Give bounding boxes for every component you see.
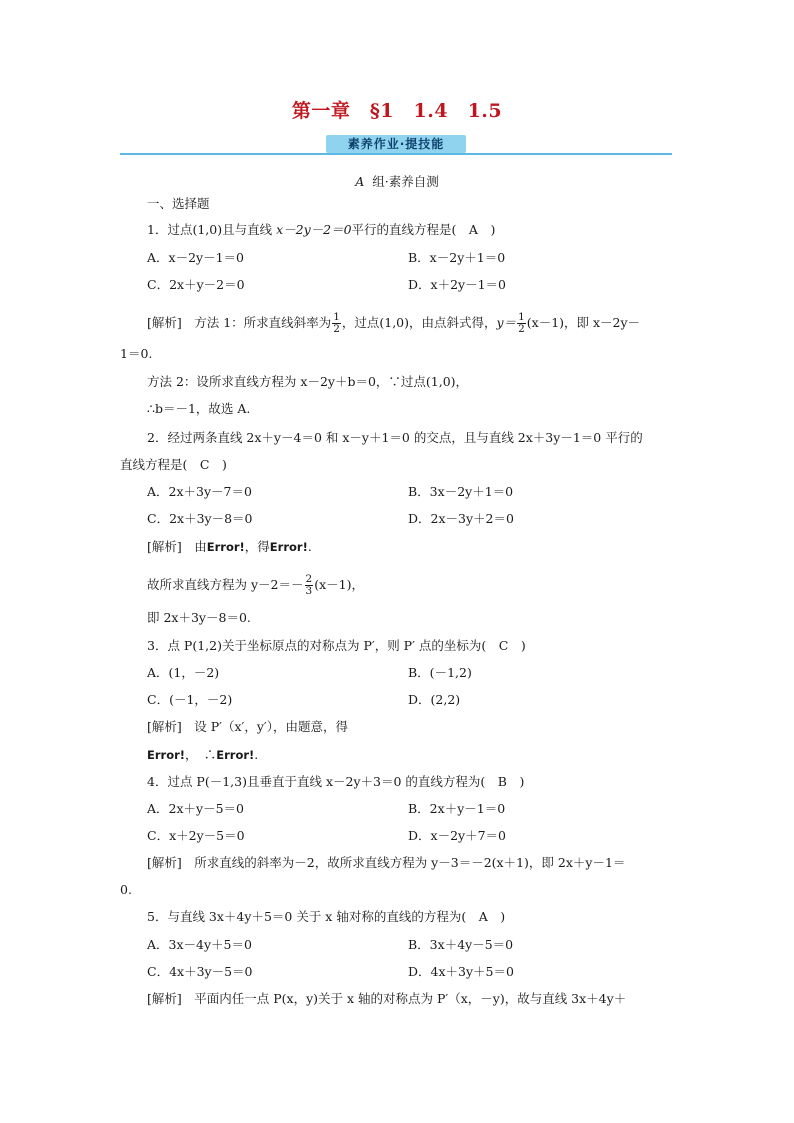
q5-solution: [解析] 平面内任一点 P(x，y)关于 x 轴的对称点为 P′（x，－y)，故与直线 3x＋4y＋ <box>147 991 627 1006</box>
q3-solution: [解析] 设 P′（x′，y′），由题意，得 <box>147 719 349 734</box>
q2-frac-num: 2 <box>305 573 313 585</box>
header-divider <box>120 153 672 155</box>
q2-stem: 2．经过两条直线 2x＋y－4＝0 和 x－y＋1＝0 的交点，且与直线 2x＋3y－1＝0 平行的 <box>147 430 643 445</box>
q2-option-a: A．2x＋3y－7＝0 <box>147 484 252 499</box>
page-title: 第一章 §1 1.4 1.5 <box>291 100 503 122</box>
q3-error-2: Error! <box>216 748 255 762</box>
q1-sol-y: y＝ <box>496 315 517 330</box>
q4-solution-cont: 0. <box>120 882 132 897</box>
q1-fraction-2 <box>517 312 526 335</box>
q1-option-c: C．2x＋y－2＝0 <box>147 277 245 292</box>
q2-option-d: D．2x－3y＋2＝0 <box>408 511 514 526</box>
q5-stem: 5．与直线 3x＋4y＋5＝0 关于 x 轴对称的直线的方程为( A ) <box>147 909 506 924</box>
q2-option-c: C．2x＋3y－8＝0 <box>147 511 253 526</box>
q4-option-a: A．2x＋y－5＝0 <box>147 801 244 816</box>
q2-line2-b: (x－1)， <box>314 577 364 592</box>
q1-stem-a: 1．过点(1,0)且与直线 <box>147 222 277 237</box>
q1-frac1-den: 2 <box>333 323 340 335</box>
q1-method2-cont: ∴b＝－1，故选 A. <box>147 401 251 416</box>
q1-option-b: B．x－2y＋1＝0 <box>408 250 506 265</box>
q3-option-b: B．(－1,2) <box>408 665 472 680</box>
q4-option-b: B．2x＋y－1＝0 <box>408 801 506 816</box>
q2-solution <box>147 537 312 557</box>
q5-option-d: D．4x＋3y＋5＝0 <box>408 964 514 979</box>
q2-solution-line3: 即 2x＋3y－8＝0. <box>147 610 251 625</box>
q3-sol-end: . <box>254 747 259 762</box>
q3-option-c: C．(－1，－2) <box>147 692 233 707</box>
q2-sol-b: ，得 <box>244 539 270 554</box>
q2-option-b: B．3x－2y＋1＝0 <box>408 484 514 499</box>
q3-option-a: A．(1，－2) <box>147 665 220 680</box>
q1-frac2-den: 2 <box>518 323 525 335</box>
q2-sol-c: . <box>307 539 312 554</box>
q2-frac-den: 3 <box>305 585 313 597</box>
q3-solution-cont <box>147 745 258 765</box>
q3-error-1: Error! <box>147 748 186 762</box>
group-letter: A <box>355 174 365 189</box>
q1-stem-b: 平行的直线方程是( A ) <box>351 222 496 237</box>
q2-error-2: Error! <box>269 540 308 554</box>
q2-sol-a: [解析] 由 <box>147 539 207 554</box>
q1-method2: 方法 2：设所求直线方程为 x－2y＋b＝0，∵过点(1,0)， <box>147 374 469 389</box>
q1-sol-a: [解析] 方法 1：所求直线斜率为 <box>147 315 332 330</box>
q3-sol-mid: ， ∴ <box>185 747 217 762</box>
q1-option-d: D．x＋2y－1＝0 <box>408 277 506 292</box>
q4-option-d: D．x－2y＋7＝0 <box>408 828 506 843</box>
q5-option-b: B．3x＋4y－5＝0 <box>408 937 514 952</box>
q3-option-d: D．(2,2) <box>408 692 461 707</box>
section-badge: 素养作业·提技能 <box>326 135 466 153</box>
q4-stem: 4．过点 P(－1,3)且垂直于直线 x－2y＋3＝0 的直线方程为( B ) <box>147 774 525 789</box>
q1-sol-c: (x－1)，即 x－2y－ <box>526 315 641 330</box>
q1-fraction-1 <box>332 312 341 335</box>
q2-solution-line2 <box>147 574 364 597</box>
q2-error-1: Error! <box>206 540 245 554</box>
q2-fraction <box>305 574 314 597</box>
q1-frac1-num: 1 <box>333 311 340 323</box>
q1-solution-cont: 1＝0. <box>120 346 153 361</box>
q1-option-a: A．x－2y－1＝0 <box>147 250 244 265</box>
q3-stem: 3．点 P(1,2)关于坐标原点的对称点为 P′，则 P′ 点的坐标为( C ) <box>147 638 526 653</box>
section-heading: 一、选择题 <box>147 196 210 211</box>
q2-line2-a: 故所求直线方程为 y－2＝－ <box>147 577 304 592</box>
q1-frac2-num: 1 <box>518 311 525 323</box>
q5-option-c: C．4x＋3y－5＝0 <box>147 964 253 979</box>
q5-option-a: A．3x－4y＋5＝0 <box>147 937 252 952</box>
q4-solution: [解析] 所求直线的斜率为－2，故所求直线方程为 y－3＝－2(x＋1)，即 2x＋y－1＝ <box>147 855 626 870</box>
q1-solution <box>147 312 640 335</box>
group-heading <box>0 172 794 190</box>
q1-sol-b: ，过点(1,0)，由点斜式得， <box>341 315 497 330</box>
group-text: 组·素养自测 <box>372 174 439 189</box>
q4-option-c: C．x＋2y－5＝0 <box>147 828 245 843</box>
q2-stem-cont: 直线方程是( C ) <box>120 457 227 472</box>
q1-stem <box>147 220 495 240</box>
q1-stem-math: x－2y－2＝0 <box>276 222 352 237</box>
